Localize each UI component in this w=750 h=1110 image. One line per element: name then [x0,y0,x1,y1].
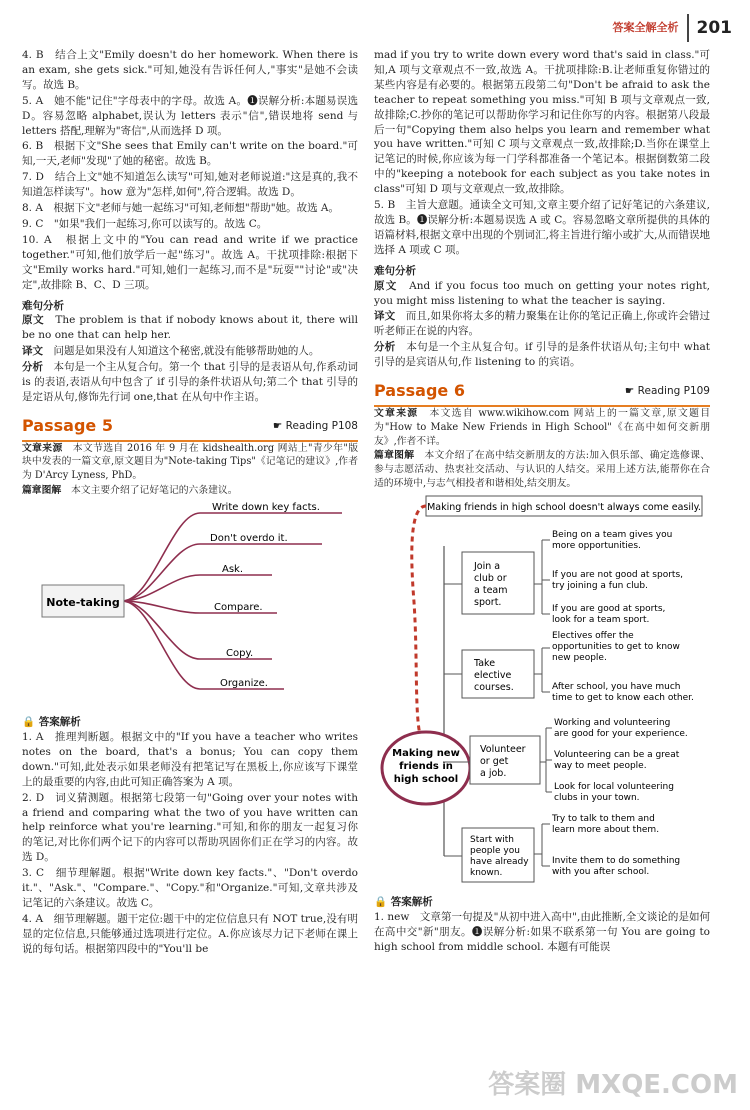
map-intro: 篇章图解 本文主要介绍了记好笔记的六条建议。 [22,485,238,497]
leaf-text: are good for your experience. [554,729,688,740]
method-label: Take [474,658,496,670]
leaf-text: Electives offer the [552,631,634,642]
note-taking-mind-map [22,499,358,704]
passage-6-header [374,380,710,407]
leaf-text: Volunteering can be a great [554,750,680,761]
branch-line [122,601,200,659]
header-label: 答案全解全析 [612,21,679,35]
method-label: Join a [474,561,501,573]
method-label: elective [474,670,512,682]
method-label: courses. [474,682,514,694]
answer-item: 5. B 主旨大意题。通读全文可知,文章主要介绍了记好笔记的六条建议,故选 B。❶误解分析:本题易误选 A 或 C。容易忽略文章所提供的具体的语篇材料,根据文章中出现的个别词汇,将主旨进行缩小或扩大,从而错误地选择 A 项或 C 项。 [374,199,710,256]
answer-heading: 🔒 答案解析 [22,716,81,729]
friends-mind-map [374,492,710,884]
article-source: 文章来源 本文节选自 2016 年 9 月在 kidshealth.org 网站上"青少年"版块中发表的一篇文章,原文题目为"Note-taking Tips"《记笔记的建议》,作者为 D'Arcy Lyness, PhD。 [22,442,359,482]
branch-line [122,601,200,613]
leaf-text: Look for local volunteering [554,782,674,793]
answer-item: 4. A 细节理解题。题干定位:题干中的定位信息只有 NOT true,没有明显的定位信息,只能够通过选项进行定位。A.你应该尽力记下老师在课上说的每句话。根据第四段中的"You'll be [22,912,358,955]
branch-line [122,601,200,689]
leaf-text: If you are not good at sports, [552,570,683,581]
translation: 译文 问题是如果没有人知道这个秘密,就没有能够帮助她的人。 [22,345,320,358]
method-label: sport. [474,597,502,609]
leaf-text: learn more about them. [552,825,660,836]
passage-title: Passage 6 [374,381,465,401]
passage-title: Passage 5 [22,415,113,435]
answer-item: 4. B 结合上文"Emily doesn't do her homework. When there is an exam, she gets sick."可知,她没有告诉任何人,"事实"是她不会读写。故选 B。 [22,49,358,91]
dashed-arrow [412,506,426,742]
method-label: or get [480,756,509,768]
branch-label: Don't overdo it. [210,533,288,545]
header-divider [687,14,689,42]
method-label: a job. [480,768,507,780]
watermark: 答案圈 MXQE.COM [488,1070,738,1101]
leaf-text: time to get to know each other. [552,693,694,704]
answer-heading: 🔒 答案解析 [374,896,433,909]
answer-item: 6. B 根据下文"She sees that Emily can't write on the board."可知,一天,老师"发现"了她的秘密。故选 B。 [22,140,358,168]
answer-item: mad if you try to write down every word that's said in class."可知,A 项与文章观点不一致,故选 A。干扰项排除:B.让老师重复你错过的某些内容是有必要的。根据第五段第二句"Don't be afraid to ask the teacher to repeat something you miss."可知 B 项与文章观点一致,故排除;C.抄你的笔记可以帮助你学习和记住你写的内容。根据第八段最后一句"Copying them also helps you learn and remember what you have written."可知 C 项与文章观点一致,故排除;D.当你在课堂上记笔记的时候,你应该为每一门学科都准备一个笔记本。根据倒数第二段中的"keeping a notebook for each subject as you take notes in class"可知 D 项与文章观点一致,故排除。 [374,49,710,196]
leaf-text: try joining a fun club. [552,581,648,592]
branch-label: Compare. [214,602,263,614]
reading-ref: ☛ Reading P109 [624,384,710,397]
answer-item: 9. C "如果"我们一起练习,你可以读写的。故选 C。 [22,217,268,230]
right-column [374,48,710,956]
left-column [22,48,358,958]
analysis: 分析 本句是一个主从复合句。if 引导的是条件状语从句;主句中 what 引导的是宾语从句,作 listening to 的宾语。 [374,341,711,369]
method-label: known. [470,868,503,879]
leaf-text: Invite them to do something [552,856,681,867]
answer-item: 3. C 细节理解题。根据"Write down key facts."、"Don't overdo it."、"Ask."、"Compare."、"Copy."和"Organize."可知,文章共涉及记笔记的六条建议。故选 C。 [22,867,358,909]
reading-ref: ☛ Reading P108 [272,419,358,432]
method-label: have already [470,857,529,868]
answer-item: 2. D 词义猜测题。根据第七段第一句"Going over your notes with a friend and comparing what the two of you have written can help reinforce what you're learning."可知,和你的朋友一起复习你的笔记,对比你们两个记下的内容可以帮助巩固你们正在学习的内容。故选 D。 [22,791,358,864]
method-label: Start with [470,835,514,846]
leaf-text: new people. [552,653,607,664]
center-label: Making new [392,748,460,760]
method-label: club or [474,573,507,585]
map-intro: 篇章图解 本文介绍了在高中结交新朋友的方法:加入俱乐部、确定选修课、参与志愿活动、热衷社交活动、与认识的人结交。采用上述方法,能帮你在合适的环境中,与志气相投者和谐相处,结交朋友。 [374,450,711,490]
page-header [613,14,733,42]
method-label: people you [470,846,520,857]
leaf-text: clubs in your town. [554,793,640,804]
method-label: a team [474,585,508,597]
leaf-text: opportunities to get to know [552,642,680,653]
branch-label: Write down key facts. [212,502,320,514]
answer-item: 7. D 结合上文"她不知道怎么读写"可知,她对老师说道:"这是真的,我不知道怎样读写"。how 意为"怎样,如何",符合逻辑。故选 D。 [22,171,358,199]
leaf-text: with you after school. [552,867,650,878]
leaf-text: If you are good at sports, [552,604,666,615]
branch-label: Organize. [220,678,268,690]
center-label: high school [393,774,459,786]
top-box-label: Making friends in high school doesn't always come easily. [427,502,701,514]
original-sentence: 原文 And if you focus too much on getting your notes right, you might miss listening to what the teacher is saying. [374,279,711,307]
article-source: 文章来源 本文选自 www.wikihow.com 网站上的一篇文章,原文题目为"How to Make New Friends in High School"《在高中如何交新朋友》,作者不详。 [374,407,711,447]
leaf-text: Try to talk to them and [552,814,655,825]
center-label: Note-taking [46,596,120,610]
answer-item: 5. A 她不能"记住"字母表中的字母。故选 A。❶误解分析:本题易误选 D。容易忽略 alphabet,误认为 letters 表示"信",错误地将 send 与 letters 搭配,理解为"寄信",从而选择 D 项。 [22,94,358,137]
leaf-text: way to meet people. [554,761,647,772]
leaf-text: After school, you have much [552,682,681,693]
leaf-text: Being on a team gives you [552,530,673,541]
branch-label: Ask. [222,564,244,576]
leaf-text: look for a team sport. [552,615,650,626]
branch-line [122,544,200,601]
leaf-text: Working and volunteering [554,718,671,729]
hard-sentence-heading: 难句分析 [374,264,416,277]
answer-item: 1. A 推理判断题。根据文中的"If you have a teacher who writes notes on the board, that's a bonus; You can copy them down."可知,此处表示如果老师没有把笔记写在黑板上,你应该写下课堂上的最重要的内容,由此可知正确答案为 A 项。 [22,731,358,788]
hard-sentence-heading: 难句分析 [22,299,64,312]
page-number: 201 [696,17,732,38]
answer-item: 1. new 文章第一句提及"从初中进入高中",由此推断,全文谈论的是如何在高中交"新"朋友。❶误解分析:如果不联系第一句 You are going to high school from middle school. 本题有可能误 [374,911,710,953]
answer-item: 8. A 根据下文"老师与她一起练习"可知,老师想"帮助"她。故选 A。 [22,202,340,215]
passage-5-header [22,415,358,442]
original-sentence: 原文 The problem is that if nobody knows about it, there will be no one that can help her. [22,314,359,342]
branch-label: Copy. [226,648,254,660]
answer-item: 10. A 根据上文中的"You can read and write if we practice together."可知,他们放学后一起"练习"。故选 A。干扰项排除:根据下文"Emily works hard."可知,她们一起练习,而不是"玩耍""讨论"或"决定",故排除 B、C、D 三项。 [22,233,358,291]
translation: 译文 而且,如果你将太多的精力聚集在让你的笔记正确上,你或许会错过听老师正在说的内容。 [374,310,711,338]
center-label: friends in [399,761,453,773]
method-label: Volunteer [480,744,526,756]
analysis: 分析 本句是一个主从复合句。第一个 that 引导的是表语从句,作系动词 is 的表语,表语从句中包含了 if 引导的条件状语从句;第二个 that 引导的是定语从句,修饰先行词 one,that 在从句中作主语。 [22,361,359,403]
leaf-text: more opportunities. [552,541,641,552]
